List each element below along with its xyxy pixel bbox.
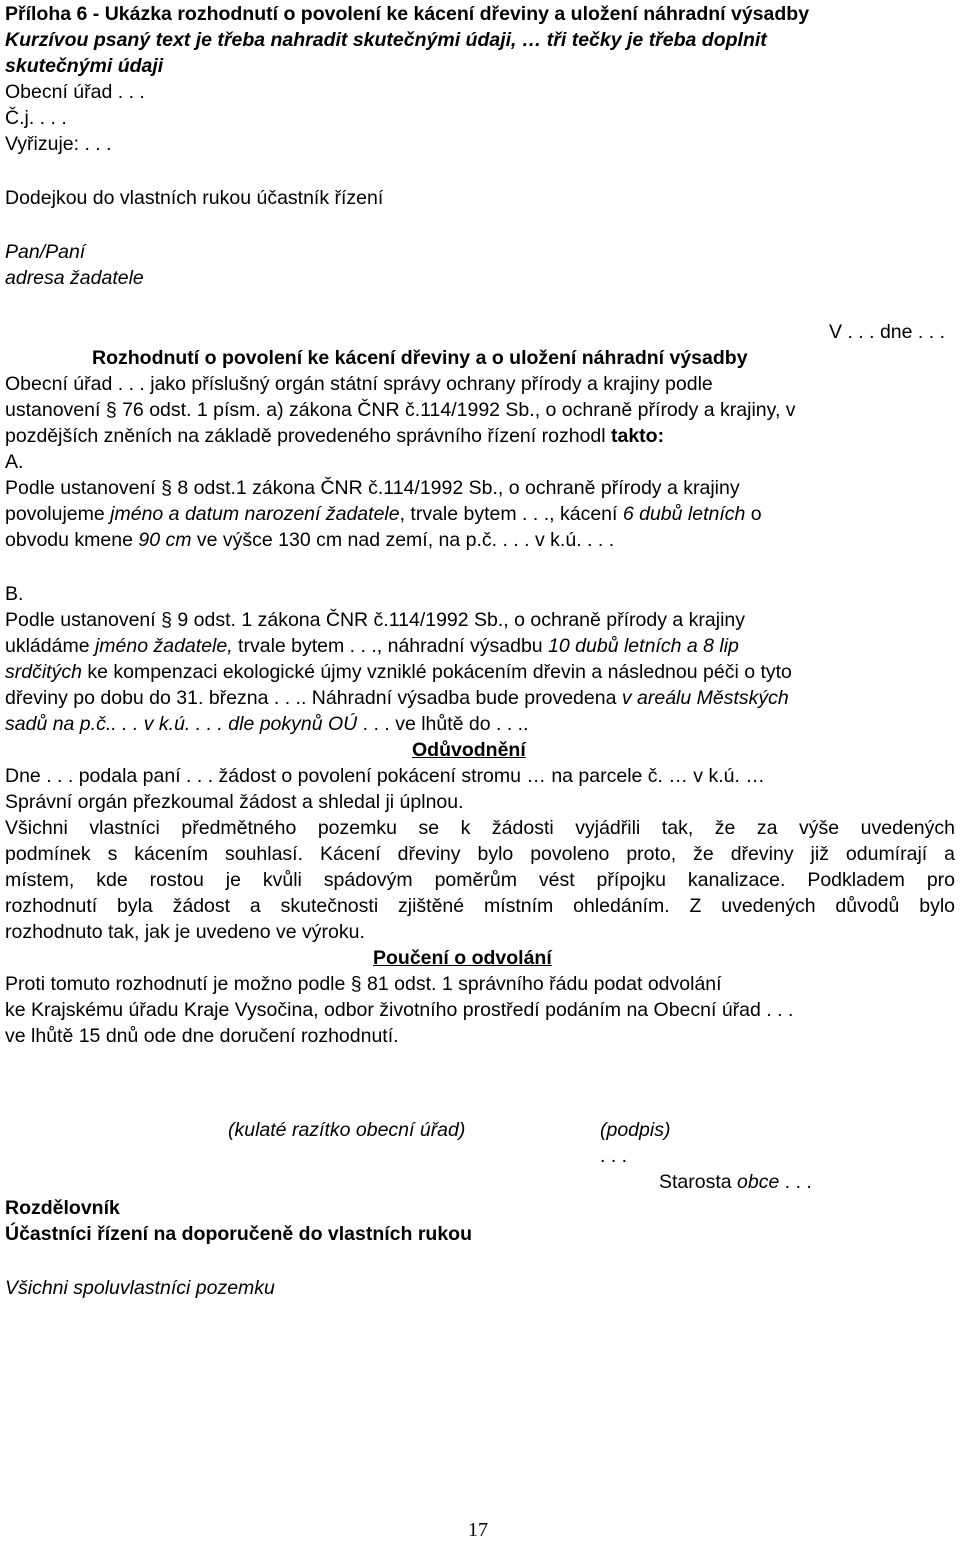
reference-number: Č.j. . . . [5,107,67,129]
reasoning-line-3: Všichni vlastníci předmětného pozemku se k žádosti vyjádřili tak, že za výše uvedených [5,817,955,839]
decision-intro-3: pozdějších zněních na základě provedeného správního řízení rozhodl takto: [5,425,665,447]
section-b-line-4: dřeviny po dobu do 31. března . . .. Náhradní výsadba bude provedena v areálu Městských [5,687,789,709]
section-a-line-1: Podle ustanovení § 8 odst.1 zákona ČNR č.114/1992 Sb., o ochraně přírody a krajiny [5,477,740,499]
decision-intro-takto: takto: [610,425,665,447]
reasoning-line-7: rozhodnuto tak, jak je uvedeno ve výroku. [5,921,365,943]
office-label: Obecní úřad . . . [5,81,145,103]
section-b-line-5: sadů na p.č.. . . v k.ú. . . . dle pokynů OÚ . . . ve lhůtě do . . .. [5,713,529,735]
reasoning-line-1: Dne . . . podala paní . . . žádost o povolení pokácení stromu … na parcele č. … v k.ú. … [5,765,765,787]
place-date: V . . . dne . . . [829,321,945,343]
recipient-name: Pan/Paní [5,241,86,263]
instruction-note: Kurzívou psaný text je třeba nahradit skutečnými údaji, … tři tečky je třeba doplnit [5,29,767,51]
reasoning-title: Odůvodnění [412,739,526,761]
stamp-placeholder: (kulaté razítko obecní úřad) [228,1119,466,1141]
mayor-title: Starosta obce . . . [659,1171,812,1193]
document-title: Příloha 6 - Ukázka rozhodnutí o povolení ke kácení dřeviny a uložení náhradní výsadby [5,3,810,25]
decision-intro-2: ustanovení § 76 odst. 1 písm. a) zákona ČNR č.114/1992 Sb., o ochraně přírody a krajiny, v [5,399,796,421]
reasoning-line-4: podmínek s kácením souhlasí. Kácení dřeviny bylo povoleno proto, že dřeviny již odumírají a [5,843,955,865]
handled-by: Vyřizuje: . . . [5,133,112,155]
delivery-method: Dodejkou do vlastních rukou účastník řízení [5,187,384,209]
appeal-line-3: ve lhůtě 15 dnů ode dne doručení rozhodnutí. [5,1025,399,1047]
signature-dots: . . . [600,1145,628,1167]
decision-title: Rozhodnutí o povolení ke kácení dřeviny a o uložení náhradní výsadby [92,347,748,369]
appeal-line-2: ke Krajskému úřadu Kraje Vysočina, odbor životního prostředí podáním na Obecní úřad . . . [5,999,794,1021]
page-number: 17 [468,1519,488,1541]
instruction-note-cont: skutečnými údaji [5,55,164,77]
decision-intro-1: Obecní úřad . . . jako příslušný orgán státní správy ochrany přírody a krajiny podle [5,373,713,395]
section-a-label: A. [5,451,24,473]
recipient-address: adresa žadatele [5,267,144,289]
section-b-label: B. [5,583,24,605]
appeal-title: Poučení o odvolání [373,947,552,969]
section-b-line-2: ukládáme jméno žadatele, trvale bytem . . ., náhradní výsadbu 10 dubů letních a 8 lip [5,635,739,657]
reasoning-line-5: místem, kde rostou je kvůli spádovým poměrům vést přípojku kanalizace. Podkladem pro [5,869,955,891]
reasoning-line-6: rozhodnutí byla žádost a skutečnosti zjištěné místním ohledáním. Z uvedených důvodů bylo [5,895,955,917]
section-b-line-1: Podle ustanovení § 9 odst. 1 zákona ČNR č.114/1992 Sb., o ochraně přírody a krajiny [5,609,746,631]
distribution-title: Rozdělovník [5,1197,120,1219]
section-b-line-3: srdčitých ke kompenzaci ekologické újmy vzniklé pokácením dřevin a následnou péči o tyto [5,661,792,683]
distribution-subtitle: Účastníci řízení na doporučeně do vlastních rukou [5,1223,473,1245]
reasoning-line-2: Správní orgán přezkoumal žádost a shledal ji úplnou. [5,791,464,813]
appeal-line-1: Proti tomuto rozhodnutí je možno podle § 81 odst. 1 správního řádu podat odvolání [5,973,722,995]
distribution-recipients: Všichni spoluvlastníci pozemku [5,1277,275,1299]
section-a-line-3: obvodu kmene 90 cm ve výšce 130 cm nad zemí, na p.č. . . . v k.ú. . . . [5,529,615,551]
section-a-line-2: povolujeme jméno a datum narození žadatele, trvale bytem . . ., kácení 6 dubů letních o [5,503,762,525]
signature-placeholder: (podpis) [600,1119,671,1141]
